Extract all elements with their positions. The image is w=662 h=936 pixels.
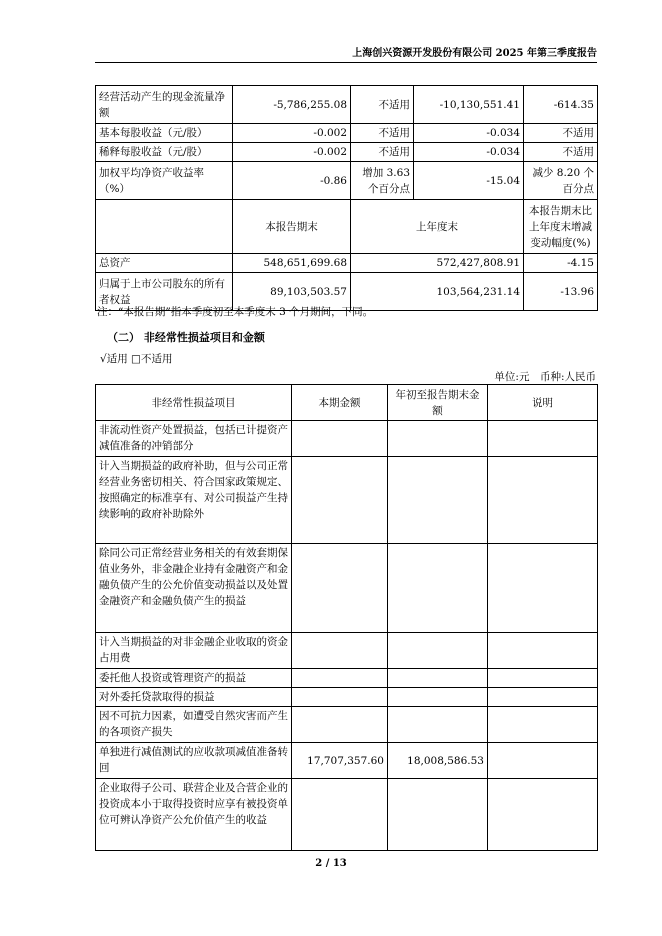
ytd-amount [388,688,488,707]
subheader-prior-year-end: 上年度末 [351,200,524,254]
table-note: 注：“本报告期”指本季度初至本季度末 3 个月期间，下同。 [97,306,374,318]
table-header-row [96,385,598,421]
non-recurring-items-table [95,384,598,851]
row-label: 稀释每股收益（元/股） [96,143,233,162]
table-row [96,143,598,162]
currency-unit: 单位:元 币种:人民币 [494,371,596,383]
ytd-amount [388,633,488,669]
ytd-amount [388,457,488,544]
current-amount [292,688,388,707]
ytd-change-value: 不适用 [524,124,598,143]
item-desc [488,544,598,633]
change-value: 增加 3.63 个百分点 [351,162,414,200]
item-desc [488,743,598,779]
ytd-value: -0.034 [414,143,524,162]
current-value: -0.002 [233,143,351,162]
period-end-value: 548,651,699.68 [233,254,351,273]
prior-year-end-value: 103,564,231.14 [351,273,524,311]
change-percent: -4.15 [524,254,598,273]
row-label: 加权平均净资产收益率（%） [96,162,233,200]
applicability-checkbox: √适用 □不适用 [100,353,173,365]
item-label: 非流动性资产处置损益，包括已计提资产减值准备的冲销部分 [96,421,292,457]
table-row [96,779,598,851]
item-label: 企业取得子公司、联营企业及合营企业的投资成本小于取得投资时应享有被投资单位可辨认净资产公允价值产生的收益 [96,779,292,851]
row-label: 基本每股收益（元/股） [96,124,233,143]
item-desc [488,421,598,457]
ytd-change-value: 减少 8.20 个百分点 [524,162,598,200]
current-amount [292,779,388,851]
financial-indicators-table [95,85,598,311]
ytd-amount [388,421,488,457]
ytd-amount [388,544,488,633]
item-desc [488,688,598,707]
current-amount [292,544,388,633]
current-value: -5,786,255.08 [233,86,351,124]
ytd-amount: 18,008,586.53 [388,743,488,779]
table-row [96,669,598,688]
ytd-change-value: 不适用 [524,143,598,162]
item-label: 除同公司正常经营业务相关的有效套期保值业务外，非金融企业持有金融资产和金融负债产生的公允价值变动损益以及处置金融资产和金融负债产生的损益 [96,544,292,633]
empty-cell [96,200,233,254]
table-row [96,633,598,669]
item-label: 因不可抗力因素，如遭受自然灾害而产生的各项资产损失 [96,707,292,743]
row-label: 经营活动产生的现金流量净额 [96,86,233,124]
item-label: 委托他人投资或管理资产的损益 [96,669,292,688]
ytd-value: -15.04 [414,162,524,200]
table-row [96,421,598,457]
table-subheader-row [96,200,598,254]
item-label: 对外委托贷款取得的损益 [96,688,292,707]
item-label: 计入当期损益的对非金融企业收取的资金占用费 [96,633,292,669]
item-desc [488,633,598,669]
table-row [96,86,598,124]
table-row [96,162,598,200]
current-value: -0.002 [233,124,351,143]
ytd-amount [388,669,488,688]
current-value: -0.86 [233,162,351,200]
table-row [96,124,598,143]
report-header: 上海创兴资源开发股份有限公司 2025 年第三季度报告 [95,44,597,63]
ytd-amount [388,779,488,851]
current-amount [292,669,388,688]
ytd-change-value: -614.35 [524,86,598,124]
subheader-period-end: 本报告期末 [233,200,351,254]
item-desc [488,457,598,544]
item-label: 单独进行减值测试的应收款项减值准备转回 [96,743,292,779]
current-amount [292,633,388,669]
prior-year-end-value: 572,427,808.91 [351,254,524,273]
change-percent: -13.96 [524,273,598,311]
table-row [96,457,598,544]
ytd-amount [388,707,488,743]
row-label: 总资产 [96,254,233,273]
item-desc [488,779,598,851]
section-title: （二） 非经常性损益项目和金额 [107,331,265,344]
table-row [96,254,598,273]
current-amount [292,707,388,743]
ytd-value: -0.034 [414,124,524,143]
ytd-value: -10,130,551.41 [414,86,524,124]
table-row [96,743,598,779]
row-label: 归属于上市公司股东的所有者权益 [96,273,233,311]
current-amount: 17,707,357.60 [292,743,388,779]
header-ytd: 年初至报告期末金额 [388,385,488,421]
change-value: 不适用 [351,143,414,162]
table-row [96,544,598,633]
table-row [96,688,598,707]
item-label: 计入当期损益的政府补助，但与公司正常经营业务密切相关、符合国家政策规定、按照确定的标准享有、对公司损益产生持续影响的政府补助除外 [96,457,292,544]
current-amount [292,421,388,457]
period-end-value: 89,103,503.57 [233,273,351,311]
item-desc [488,669,598,688]
header-desc: 说明 [488,385,598,421]
page-number: 2 / 13 [315,858,347,869]
current-amount [292,457,388,544]
table-row [96,707,598,743]
header-current: 本期金额 [292,385,388,421]
change-value: 不适用 [351,86,414,124]
header-item: 非经常性损益项目 [96,385,292,421]
change-value: 不适用 [351,124,414,143]
item-desc [488,707,598,743]
subheader-change: 本报告期末比上年度末增减变动幅度(%) [524,200,598,254]
